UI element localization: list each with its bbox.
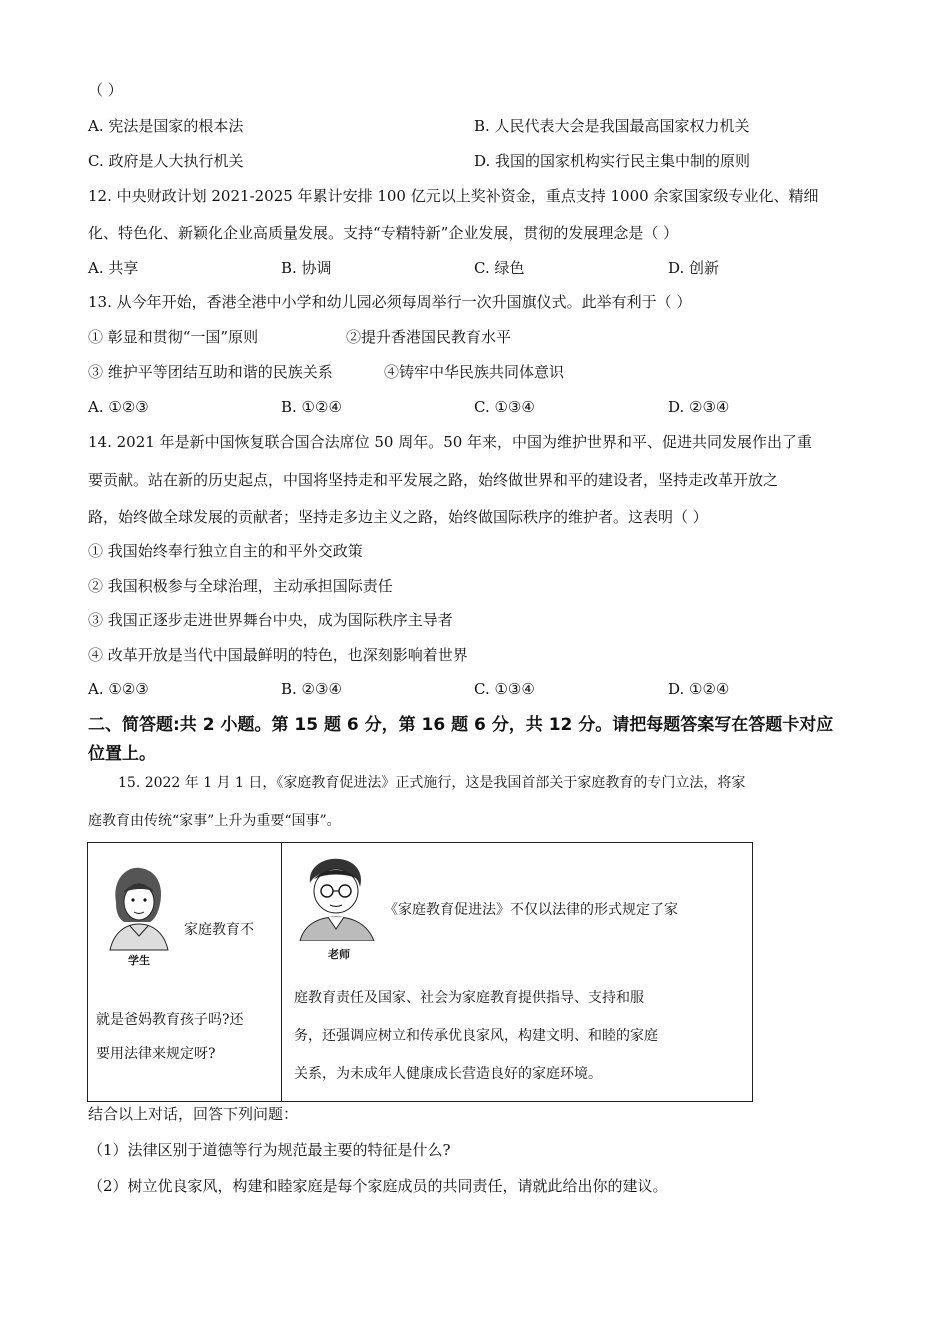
sub-question-2: （2）树立优良家风，构建和睦家庭是每个家庭成员的共同责任，请就此给出你的建议。 — [88, 1177, 668, 1195]
q13-option-a: A. ①②③ — [88, 398, 149, 416]
q13-option-c: C. ①③④ — [474, 398, 535, 416]
question-15-text: 庭教育由传统“家事”上升为重要“国事”。 — [88, 813, 341, 829]
student-speech: 家庭教育不 — [184, 922, 254, 938]
teacher-speech: 务，还强调应树立和传承优良家风，构建文明、和睦的家庭 — [294, 1028, 658, 1044]
question-15-text: 15. 2022 年 1 月 1 日，《家庭教育促进法》正式施行，这是我国首部关于家庭教育的专门立法，将家 — [118, 775, 746, 791]
q14-option-c: C. ①③④ — [474, 680, 535, 698]
q13-option-d: D. ②③④ — [668, 398, 730, 416]
option-a: A. 宪法是国家的根本法 — [88, 117, 244, 135]
instruction-text: 结合以上对话，回答下列问题： — [88, 1105, 299, 1123]
teacher-caption: 老师 — [328, 948, 350, 961]
student-speech: 就是爸妈教育孩子吗?还 — [96, 1012, 244, 1028]
question-12-text: 12. 中央财政计划 2021-2025 年累计安排 100 亿元以上奖补资金，重点支持 1000 余家国家级专业化、精细 — [88, 187, 819, 205]
q14-statement-3: ③ 我国正逐步走进世界舞台中央，成为国际秩序主导者 — [88, 611, 453, 629]
student-speech: 要用法律来规定呀? — [96, 1046, 216, 1062]
teacher-speech: 关系，为未成年人健康成长营造良好的家庭环境。 — [294, 1066, 602, 1082]
q13-statement-4: ④铸牢中华民族共同体意识 — [384, 363, 565, 381]
q12-option-b: B. 协调 — [281, 259, 332, 277]
q12-option-d: D. 创新 — [668, 259, 720, 277]
q12-option-c: C. 绿色 — [474, 259, 525, 277]
teacher-speech: 庭教育责任及国家、社会为家庭教育提供指导、支持和服 — [294, 990, 644, 1006]
student-caption: 学生 — [128, 954, 150, 967]
question-stem-continuation: （ ） — [88, 81, 123, 99]
question-12-text: 化、特色化、新颖化企业高质量发展。支持“专精特新”企业发展，贯彻的发展理念是（ ） — [88, 224, 679, 242]
question-14-text: 路，始终做全球发展的贡献者；坚持走多边主义之路，始终做国际秩序的维护者。这表明（ ） — [88, 508, 708, 526]
option-d: D. 我国的国家机构实行民主集中制的原则 — [474, 152, 751, 170]
question-14-text: 要贡献。站在新的历史起点，中国将坚持走和平发展之路，始终做世界和平的建设者，坚持走改革开放之 — [88, 471, 779, 489]
sub-question-1: （1）法律区别于道德等行为规范最主要的特征是什么? — [88, 1141, 451, 1159]
q13-statement-3: ③ 维护平等团结互助和谐的民族关系 — [88, 363, 333, 381]
option-b: B. 人民代表大会是我国最高国家权力机关 — [474, 117, 750, 135]
q14-statement-4: ④ 改革开放是当代中国最鲜明的特色，也深刻影响着世界 — [88, 646, 468, 664]
q14-option-b: B. ②③④ — [281, 680, 342, 698]
option-c: C. 政府是人大执行机关 — [88, 152, 244, 170]
q13-option-b: B. ①②④ — [281, 398, 342, 416]
question-14-text: 14. 2021 年是新中国恢复联合国合法席位 50 周年。50 年来，中国为维护世界和平、促进共同发展作出了重 — [88, 433, 813, 451]
q14-option-a: A. ①②③ — [88, 680, 149, 698]
section-2-heading: 二、简答题:共 2 小题。第 15 题 6 分，第 16 题 6 分，共 12 分。请把每题答案写在答题卡对应 — [88, 715, 834, 735]
q14-option-d: D. ①②④ — [668, 680, 730, 698]
q13-statement-2: ②提升香港国民教育水平 — [346, 328, 512, 346]
table-divider — [281, 842, 282, 1101]
q13-statement-1: ① 彰显和贯彻“一国”原则 — [88, 328, 259, 346]
question-13-text: 13. 从今年开始，香港全港中小学和幼儿园必须每周举行一次升国旗仪式。此举有利于（ ） — [88, 293, 692, 311]
q14-statement-1: ① 我国始终奉行独立自主的和平外交政策 — [88, 542, 363, 560]
teacher-figure-icon — [294, 855, 378, 941]
student-figure-icon — [104, 862, 172, 952]
teacher-speech: 《家庭教育促进法》不仅以法律的形式规定了家 — [384, 902, 678, 918]
q14-statement-2: ② 我国积极参与全球治理，主动承担国际责任 — [88, 577, 393, 595]
q12-option-a: A. 共享 — [88, 259, 139, 277]
section-2-heading: 位置上。 — [88, 744, 156, 764]
